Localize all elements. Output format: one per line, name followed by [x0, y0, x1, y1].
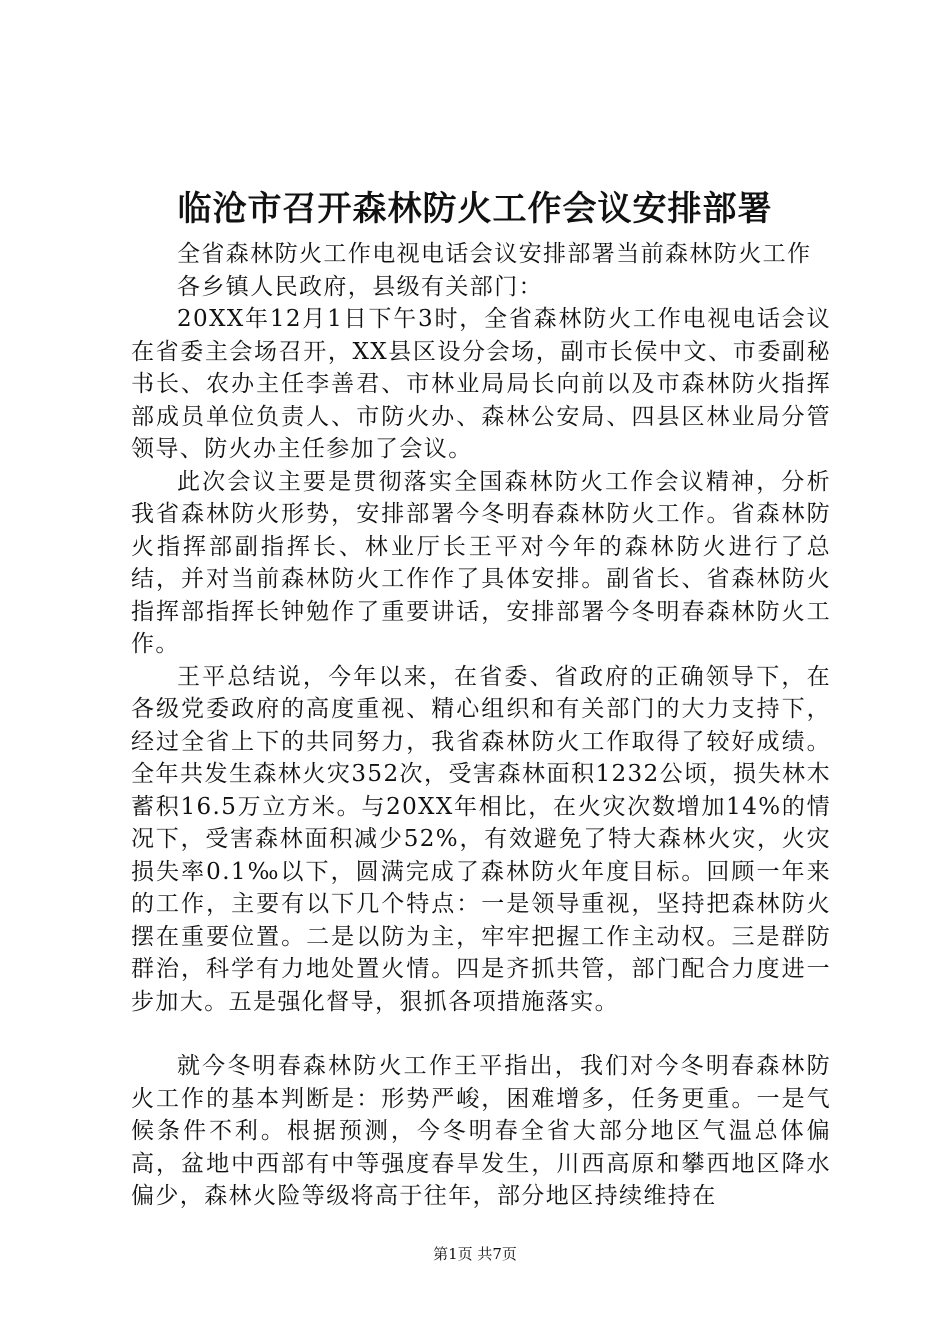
paragraph-salutation: 各乡镇人民政府，县级有关部门： [177, 273, 543, 300]
paragraph-subtitle: 全省森林防火工作电视电话会议安排部署当前森林防火工作 [177, 241, 812, 267]
document-body [131, 238, 831, 1213]
page-footer: 第1页 共7页 [433, 1245, 517, 1263]
paragraph-summary: 王平总结说，今年以来，在省委、省政府的正确领导下，在各级党委政府的高度重视、精心组织和有关部门的大力支持下，经过全省上下的共同努力，我省森林防火工作取得了较好成绩。全年共发生森林火灾352次，受害森林面积1232公顷，损失林木蓄积16.5万立方米。与20XX年相比，在火灾次数增加14%的情况下，受害森林面积减少52%，有效避免了特大森林火灾，火灾损失率0.1‰以下，圆满完成了森林防火年度目标。回顾一年来的工作，主要有以下几个特点：一是领导重视，坚持把森林防火摆在重要位置。二是以防为主，牢牢把握工作主动权。三是群防群治，科学有力地处置火情。四是齐抓共管，部门配合力度进一步加大。五是强化督导，狠抓各项措施落实。 [131, 663, 831, 1015]
document-title: 临沧市召开森林防火工作会议安排部署 [177, 189, 773, 229]
paragraph-meeting-purpose: 此次会议主要是贯彻落实全国森林防火工作会议精神，分析我省森林防火形势，安排部署今冬明春森林防火工作。省森林防火指挥部副指挥长、林业厅长王平对今年的森林防火进行了总结，并对当前森林防火工作作了具体安排。副省长、省森林防火指挥部指挥长钟勉作了重要讲话，安排部署今冬明春森林防火工作。 [131, 468, 831, 657]
paragraph-outlook: 就今冬明春森林防火工作王平指出，我们对今冬明春森林防火工作的基本判断是：形势严峻，困难增多，任务更重。一是气候条件不利。根据预测，今冬明春全省大部分地区气温总体偏高，盆地中西部有中等强度春旱发生，川西高原和攀西地区降水偏少，森林火险等级将高于往年，部分地区持续维持在 [131, 1053, 831, 1209]
paragraph-meeting-info: 20XX年12月1日下午3时，全省森林防火工作电视电话会议在省委主会场召开，XX县区设分会场，副市长侯中文、市委副秘书长、农办主任李善君、市林业局局长向前以及市森林防火指挥部成员单位负责人、市防火办、森林公安局、四县区林业局分管领导、防火办主任参加了会议。 [131, 306, 831, 462]
